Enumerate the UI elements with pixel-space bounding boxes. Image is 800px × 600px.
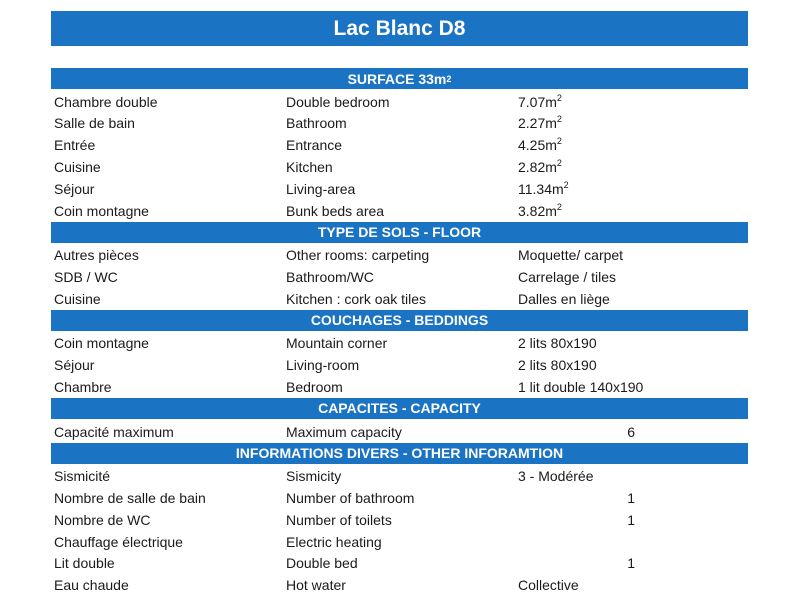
english-label: Living-area [286, 180, 356, 197]
english-label: Entrance [286, 137, 343, 154]
value-cell: 2 lits 80x190 [518, 357, 597, 374]
french-label: Chauffage électrique [54, 533, 183, 550]
table-row [51, 266, 748, 288]
table-row [51, 91, 748, 113]
value-cell: Moquette/ carpet [518, 247, 624, 264]
english-label: Bunk beds area [286, 202, 385, 219]
english-label: Kitchen : cork oak tiles [286, 290, 427, 307]
french-label: Eau chaude [54, 577, 129, 594]
value-cell: Collective [518, 577, 579, 594]
value-cell: 1 [627, 511, 635, 528]
table-row [51, 113, 748, 135]
french-label: Autres pièces [54, 247, 139, 264]
table-row [51, 376, 748, 398]
value-cell: 1 [627, 555, 635, 572]
table-row [51, 244, 748, 266]
section-header: SURFACE 33m 2 [51, 68, 748, 89]
section-header: COUCHAGES - BEDDINGS [51, 310, 748, 331]
english-label: Maximum capacity [286, 423, 402, 440]
english-label: Number of bathroom [286, 490, 415, 507]
value-cell: $3.82m^2$ [518, 201, 562, 219]
french-label: Entrée [54, 137, 96, 154]
french-label: Nombre de WC [54, 511, 151, 528]
table-row [51, 509, 748, 531]
french-label: Chambre double [54, 93, 158, 110]
table-row [51, 333, 748, 355]
table-row [51, 178, 748, 200]
table-row [51, 288, 748, 310]
french-label: Coin montagne [54, 202, 149, 219]
value-cell: $4.25m^2$ [518, 136, 562, 154]
french-label: Nombre de salle de bain [54, 490, 206, 507]
french-label: Capacité maximum [54, 423, 174, 440]
spec-sheet [51, 68, 748, 596]
english-label: Sismicity [286, 468, 342, 485]
english-label: Bathroom [286, 115, 347, 132]
french-label: Sismicité [54, 468, 111, 485]
table-row [51, 553, 748, 575]
value-cell: 3 - Modérée [518, 468, 594, 485]
value-cell: 1 [627, 490, 635, 507]
value-cell: Carrelage / tiles [518, 269, 617, 286]
french-label: Lit double [54, 555, 115, 572]
english-label: Hot water [286, 577, 346, 594]
french-label: Cuisine [54, 290, 101, 307]
value-cell: Dalles en liège [518, 290, 610, 307]
english-label: Kitchen [286, 159, 333, 176]
english-label: Double bedroom [286, 93, 390, 110]
table-row [51, 200, 748, 222]
value-cell: $2.82m^2$ [518, 158, 562, 176]
french-label: Chambre [54, 379, 112, 396]
table-row [51, 574, 748, 596]
english-label: Double bed [286, 555, 358, 572]
english-label: Living-room [286, 357, 360, 374]
table-row [51, 354, 748, 376]
english-label: Number of toilets [286, 511, 392, 528]
table-row [51, 421, 748, 443]
french-label: Coin montagne [54, 335, 149, 352]
value-cell: 1 lit double 140x190 [518, 379, 644, 396]
french-label: Cuisine [54, 159, 101, 176]
table-row [51, 465, 748, 487]
french-label: Salle de bain [54, 115, 135, 132]
english-label: Mountain corner [286, 335, 388, 352]
table-row [51, 156, 748, 178]
section-header: INFORMATIONS DIVERS - OTHER INFORAMTION [51, 443, 748, 464]
section-header: CAPACITES - CAPACITY [51, 398, 748, 419]
table-row [51, 487, 748, 509]
english-label: Bedroom [286, 379, 343, 396]
value-cell: $7.07m^2$ [518, 92, 562, 110]
french-label: SDB / WC [54, 269, 118, 286]
page-title: Lac Blanc D8 [51, 11, 748, 46]
value-cell: 6 [627, 423, 635, 440]
table-row [51, 531, 748, 553]
value-cell: $11.34m^2$ [518, 179, 569, 197]
french-label: Séjour [54, 357, 95, 374]
english-label: Bathroom/WC [286, 269, 374, 286]
value-cell: 2 lits 80x190 [518, 335, 597, 352]
table-row [51, 134, 748, 156]
french-label: Séjour [54, 180, 95, 197]
english-label: Electric heating [286, 533, 382, 550]
section-header: TYPE DE SOLS - FLOOR [51, 222, 748, 243]
value-cell: $2.27m^2$ [518, 114, 562, 132]
english-label: Other rooms: carpeting [286, 247, 430, 264]
